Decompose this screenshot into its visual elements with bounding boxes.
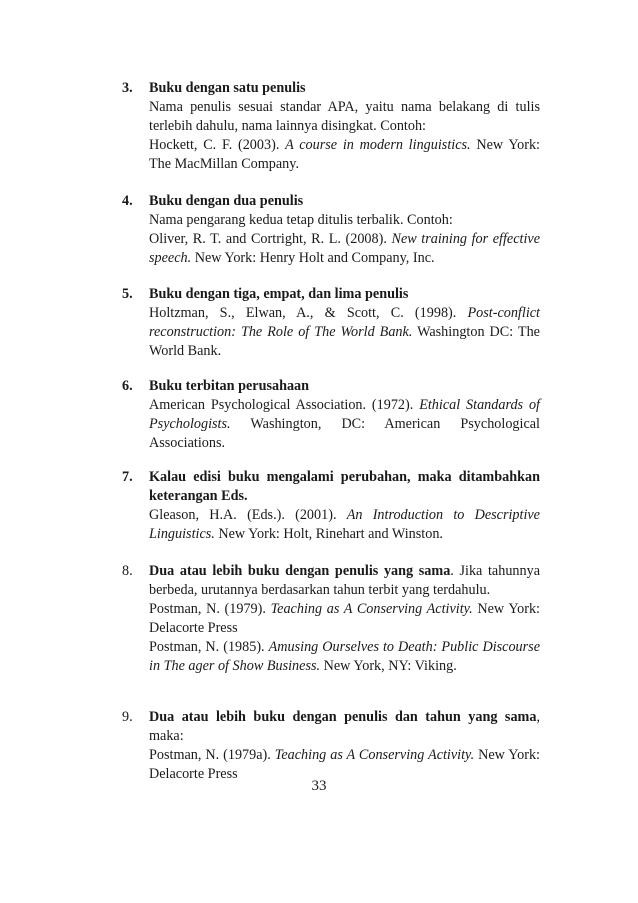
item-number: 8. xyxy=(122,563,133,579)
item-number: 4. xyxy=(122,193,133,209)
reference-entry: American Psychological Association. (1972). Ethical Standards of Psychologists. Washington, DC: American Psychological Associations. xyxy=(149,397,540,451)
item-number: 9. xyxy=(122,709,133,725)
item-heading: Buku dengan tiga, empat, dan lima penulis xyxy=(149,286,409,302)
list-item-5 xyxy=(122,285,540,361)
item-number: 6. xyxy=(122,378,133,394)
reference-entry: Oliver, R. T. and Cortright, R. L. (2008). New training for effective speech. New York: Henry Holt and Company, Inc. xyxy=(149,231,540,266)
reference-entry: Hockett, C. F. (2003). A course in modern linguistics. New York: The MacMillan Company. xyxy=(149,137,540,172)
item-heading-tail: , maka: xyxy=(149,709,540,744)
item-description: Nama penulis sesuai standar APA, yaitu nama belakang di tulis terlebih dahulu, nama lainnya disingkat. Contoh: xyxy=(149,99,540,134)
list-item-7 xyxy=(122,468,540,544)
list-item-9 xyxy=(122,708,540,784)
item-heading-paragraph xyxy=(149,708,540,746)
item-number: 7. xyxy=(122,469,133,485)
reference-entry: Postman, N. (1985). Amusing Ourselves to Death: Public Discourse in The ager of Show Business. New York, NY: Viking. xyxy=(149,639,540,674)
reference-entry: Postman, N. (1979a). Teaching as A Conserving Activity. New York: Delacorte Press xyxy=(149,747,540,782)
item-heading: Kalau edisi buku mengalami perubahan, maka ditambahkan keterangan Eds. xyxy=(149,469,540,504)
list-item-4 xyxy=(122,192,540,268)
item-heading-tail: . Jika tahunnya berbeda, urutannya berdasarkan tahun terbit yang terdahulu. xyxy=(149,563,540,598)
reference-entry: Postman, N. (1979). Teaching as A Conserving Activity. New York: Delacorte Press xyxy=(149,601,540,636)
list-item-8 xyxy=(122,562,540,676)
item-heading: Buku terbitan perusahaan xyxy=(149,378,310,394)
item-number: 3. xyxy=(122,80,133,96)
list-item-3 xyxy=(122,79,540,174)
reference-entry: Holtzman, S., Elwan, A., & Scott, C. (1998). Post-conflict reconstruction: The Role of The World Bank. Washington DC: The World Bank. xyxy=(149,305,540,359)
item-heading: Buku dengan satu penulis xyxy=(149,80,306,96)
page-number: 33 xyxy=(311,778,327,794)
item-heading: Buku dengan dua penulis xyxy=(149,193,304,209)
item-heading: Dua atau lebih buku dengan penulis dan tahun yang sama xyxy=(149,709,537,725)
list-item-6 xyxy=(122,377,540,453)
reference-entry: Gleason, H.A. (Eds.). (2001). An Introduction to Descriptive Linguistics. New York: Holt, Rinehart and Winston. xyxy=(149,507,540,542)
item-description: Nama pengarang kedua tetap ditulis terbalik. Contoh: xyxy=(149,212,453,228)
item-number: 5. xyxy=(122,286,133,302)
item-heading-paragraph xyxy=(149,562,540,600)
item-heading: Dua atau lebih buku dengan penulis yang sama xyxy=(149,563,451,579)
